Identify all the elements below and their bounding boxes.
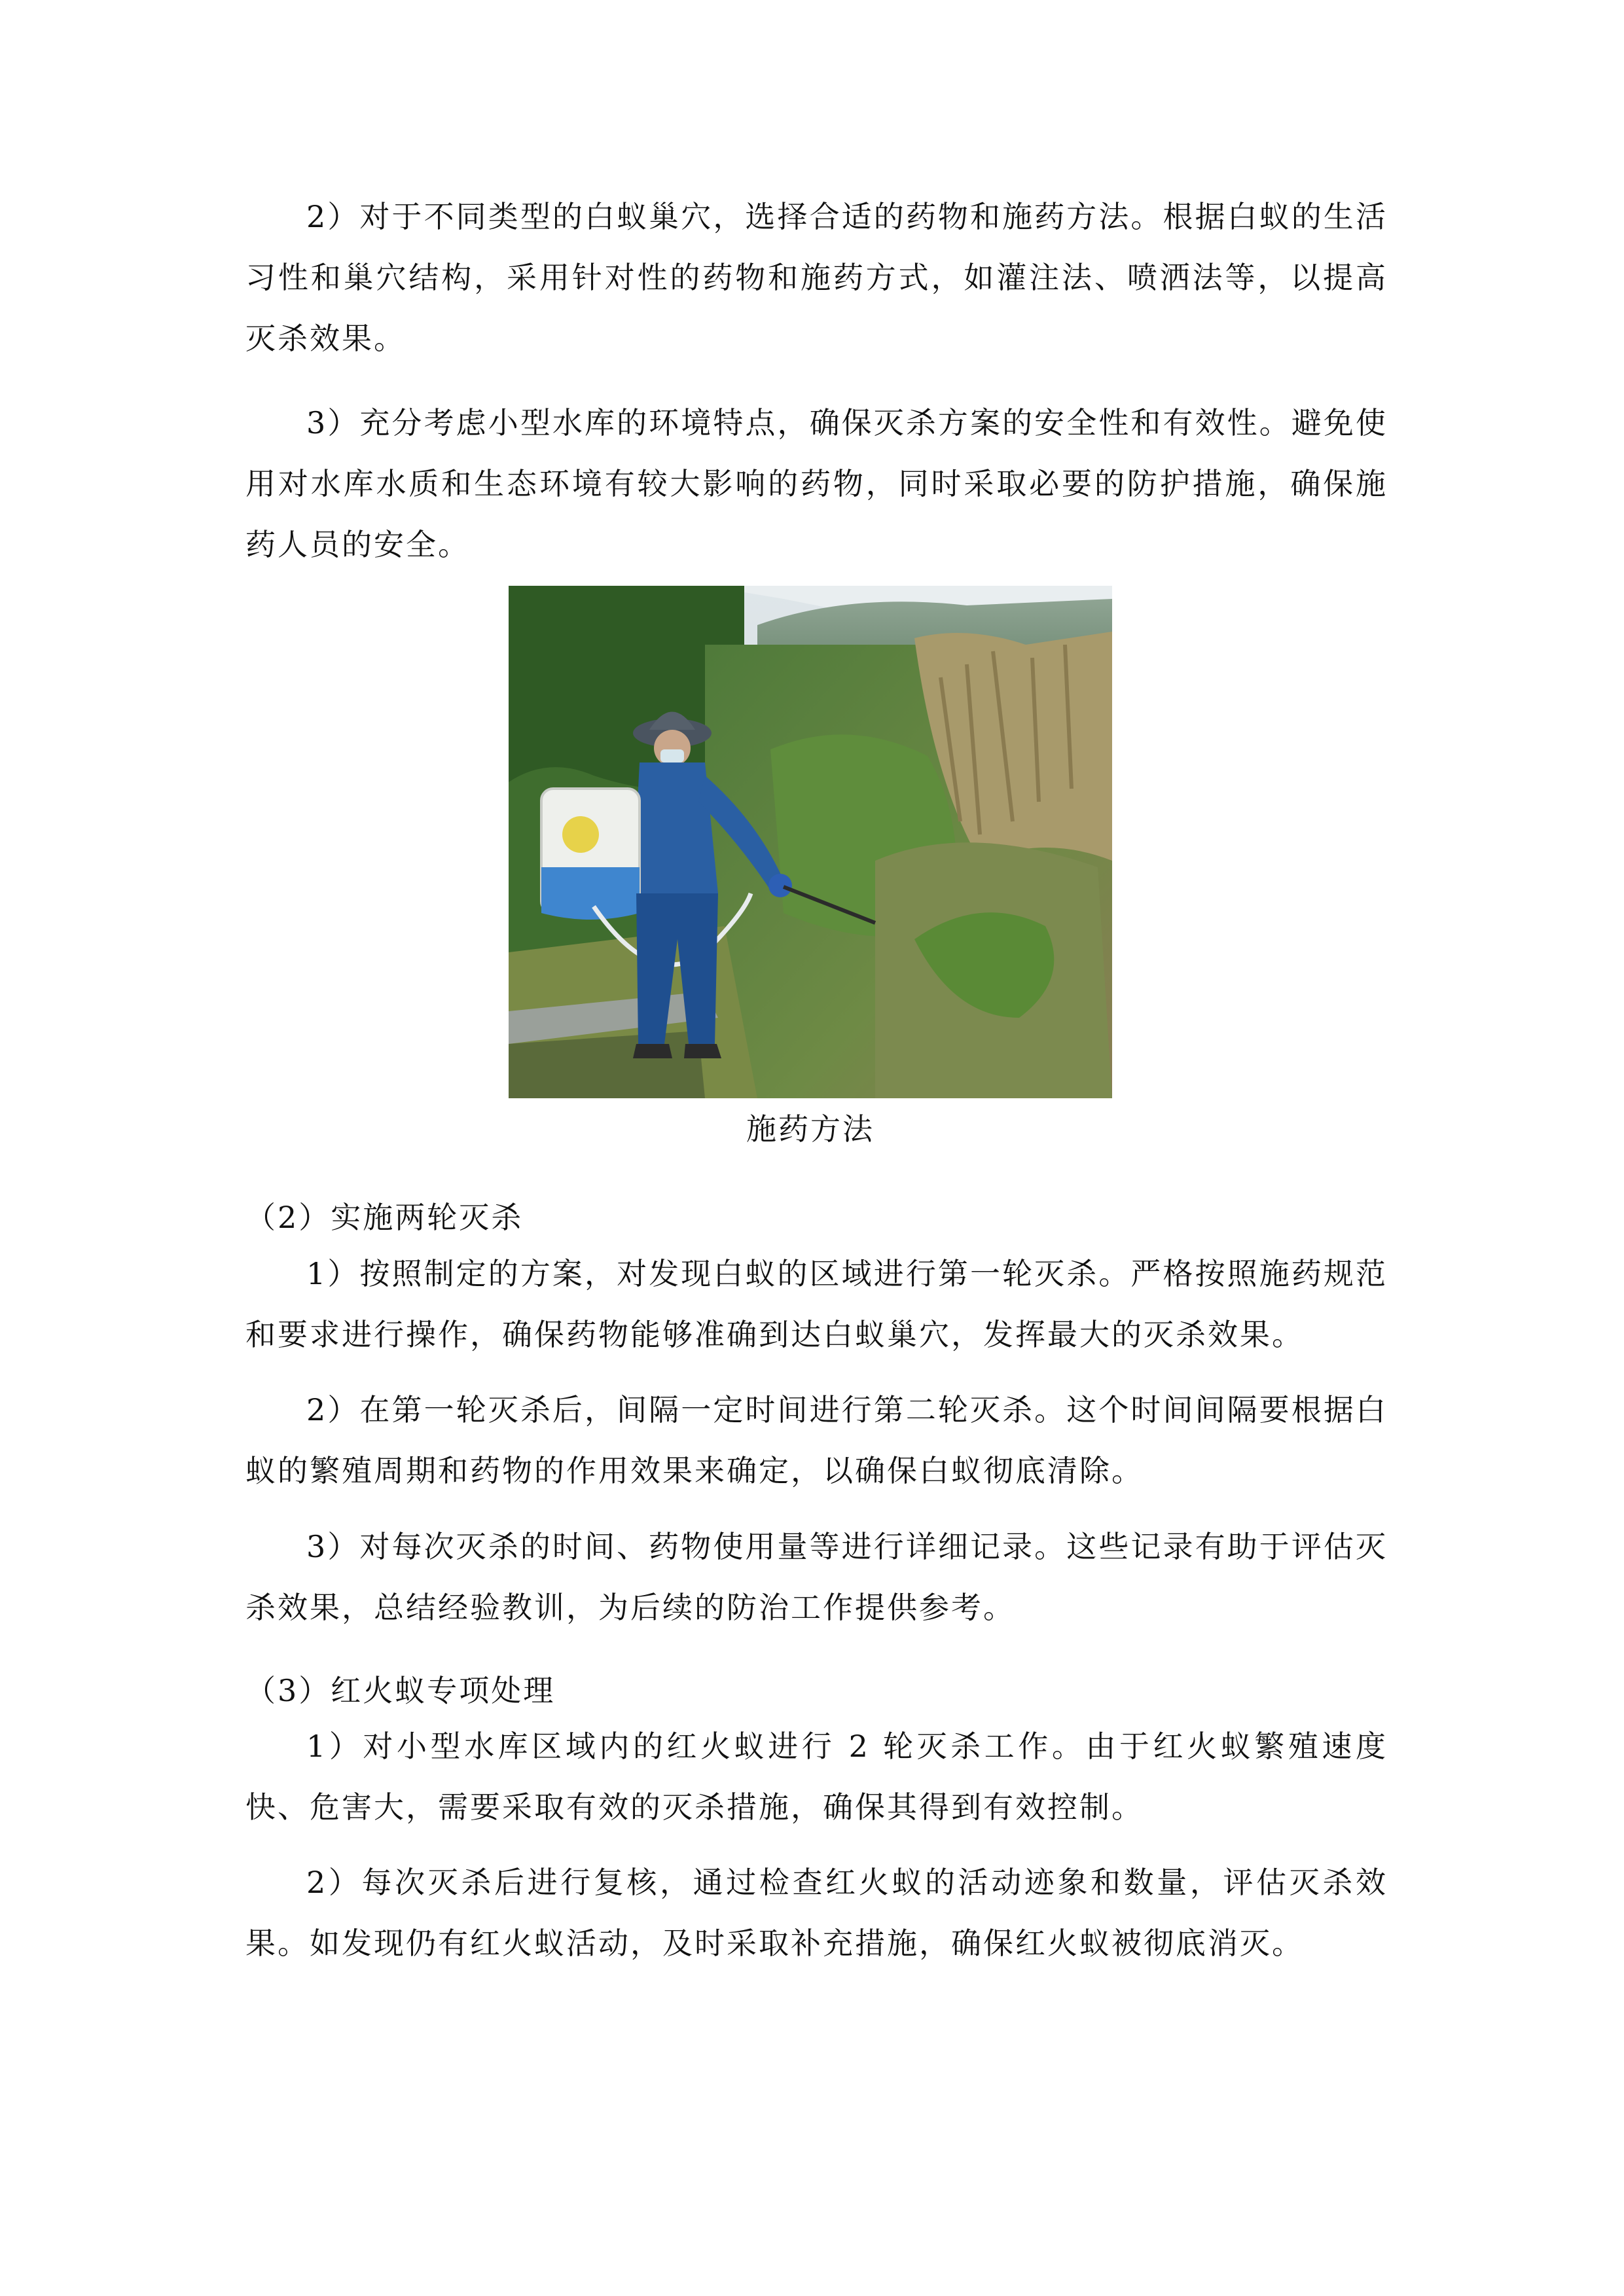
spraying-photo (509, 586, 1112, 1098)
figure-caption: 施药方法 (746, 1111, 875, 1147)
paragraph-first-round: 1）按照制定的方案，对发现白蚁的区域进行第一轮灭杀。严格按照施药规范和要求进行操作，确保药物能够准确到达白蚁巢穴，发挥最大的灭杀效果。 (245, 1256, 1388, 1352)
paragraph-review: 2）每次灭杀后进行复核，通过检查红火蚁的活动迹象和数量，评估灭杀效果。如发现仍有红火蚁活动，及时采取补充措施，确保红火蚁被彻底消灭。 (245, 1865, 1388, 1961)
paragraph-record: 3）对每次灭杀的时间、药物使用量等进行详细记录。这些记录有助于评估灭杀效果，总结经验教训，为后续的防治工作提供参考。 (245, 1529, 1388, 1625)
paragraph-fire-ant-rounds: 1）对小型水库区域内的红火蚁进行 2 轮灭杀工作。由于红火蚁繁殖速度快、危害大，需要采取有效的灭杀措施，确保其得到有效控制。 (245, 1729, 1388, 1825)
heading-two-rounds: （2）实施两轮灭杀 (245, 1200, 524, 1235)
spraying-photo-illustration (509, 586, 1112, 1098)
heading-fire-ants: （3）红火蚁专项处理 (245, 1673, 556, 1708)
paragraph-select-method: 2）对于不同类型的白蚁巢穴，选择合适的药物和施药方法。根据白蚁的生活习性和巢穴结构，采用针对性的药物和施药方式，如灌注法、喷洒法等，以提高灭杀效果。 (245, 199, 1388, 356)
paragraph-consider-environment: 3）充分考虑小型水库的环境特点，确保灭杀方案的安全性和有效性。避免使用对水库水质和生态环境有较大影响的药物，同时采取必要的防护措施，确保施药人员的安全。 (245, 405, 1388, 562)
paragraph-second-round: 2）在第一轮灭杀后，间隔一定时间进行第二轮灭杀。这个时间间隔要根据白蚁的繁殖周期和药物的作用效果来确定，以确保白蚁彻底清除。 (245, 1392, 1388, 1488)
